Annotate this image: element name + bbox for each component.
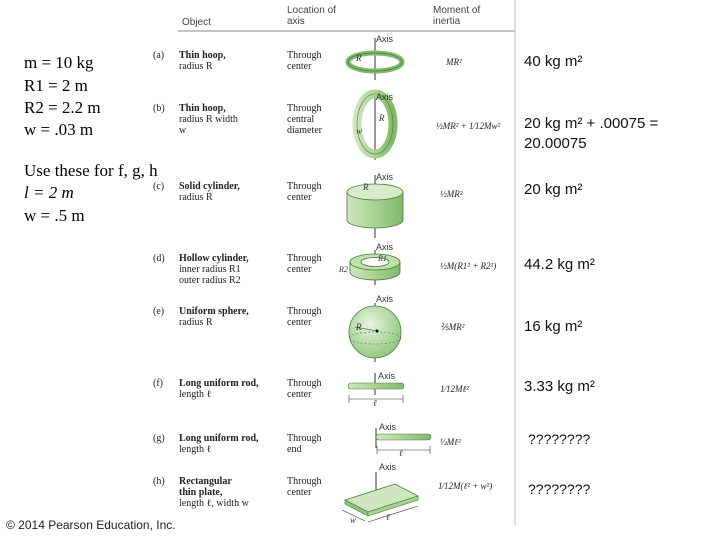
row-g-name: Long uniform rod, — [179, 433, 259, 444]
row-c-name: Solid cylinder, — [179, 181, 240, 192]
length-label-g: ℓ — [399, 448, 403, 458]
radius-label-e: R — [356, 322, 362, 332]
row-d-axis: Through center — [287, 253, 322, 275]
row-b-result: 20 kg m² + .00075 = 20.00075 — [524, 115, 659, 152]
row-h-name: Rectangular thin plate, — [179, 476, 232, 498]
row-c-formula: ½MR² — [440, 189, 463, 199]
row-f-name: Long uniform rod, — [179, 378, 259, 389]
row-f-formula: 1⁄12Mℓ² — [440, 384, 469, 394]
axis-label-f: Axis — [378, 371, 396, 381]
row-a-name: Thin hoop, — [179, 50, 226, 61]
given-width-2: w = .5 m — [24, 206, 85, 225]
length-label-h: ℓ — [386, 512, 390, 522]
given-r2: R2 = 2.2 m — [24, 98, 101, 117]
row-e-desc: radius R — [179, 317, 213, 328]
row-g-result: ???????? — [528, 431, 591, 447]
given-r1: R1 = 2 m — [24, 76, 88, 95]
row-d-formula: ½M(R1² + R2²) — [440, 261, 497, 271]
row-b-name: Thin hoop, — [179, 103, 226, 114]
row-d-desc: inner radius R1 outer radius R2 — [179, 264, 241, 286]
row-c-desc: radius R — [179, 192, 213, 203]
radius-label-d2: R2 — [339, 265, 348, 274]
axis-label-c: Axis — [376, 172, 394, 182]
length-label-f: ℓ — [373, 398, 377, 408]
copyright-notice: © 2014 Pearson Education, Inc. — [6, 518, 180, 532]
row-e-axis: Through center — [287, 306, 322, 328]
row-e-name: Uniform sphere, — [179, 306, 249, 317]
header-moment: Moment of inertia — [433, 5, 481, 27]
radius-label-b: R — [379, 113, 385, 123]
row-h-letter: (h) — [153, 476, 165, 487]
sphere-diagram — [349, 303, 401, 362]
row-g-axis: Through end — [287, 433, 322, 455]
row-f-letter: (f) — [153, 378, 163, 389]
row-h-axis: Through center — [287, 476, 322, 498]
given-note: Use these for f, g, h — [24, 161, 158, 180]
axis-label-a: Axis — [376, 34, 394, 44]
radius-label-d1: R1 — [378, 254, 387, 263]
row-f-axis: Through center — [287, 378, 322, 400]
row-a-result: 40 kg m² — [524, 53, 583, 70]
row-d-result: 44.2 kg m² — [524, 256, 595, 273]
width-label-h: w — [350, 515, 357, 525]
width-label-b: w — [356, 126, 363, 136]
row-a-formula: MR² — [446, 57, 462, 67]
row-a-desc: radius R — [179, 61, 213, 72]
row-f-desc: length ℓ — [179, 389, 212, 400]
row-e-result: 16 kg m² — [524, 318, 583, 335]
axis-label-g: Axis — [379, 422, 397, 432]
hollow-cylinder-diagram — [350, 250, 400, 285]
row-b-formula: ½MR² + 1⁄12Mw² — [436, 121, 501, 131]
row-f-result: 3.33 kg m² — [524, 378, 595, 395]
row-b-axis: Through central diameter — [287, 103, 322, 136]
row-e-letter: (e) — [153, 306, 165, 317]
header-location: Location of axis — [287, 5, 336, 27]
row-c-result: 20 kg m² — [524, 181, 583, 198]
solid-cylinder-diagram — [347, 175, 403, 238]
row-g-formula: ⅓Mℓ² — [440, 437, 461, 447]
row-a-axis: Through center — [287, 50, 322, 72]
given-mass: m = 10 kg — [24, 53, 94, 72]
axis-label-d: Axis — [376, 242, 394, 252]
row-g-desc: length ℓ — [179, 444, 212, 455]
row-c-letter: (c) — [153, 181, 165, 192]
row-b-letter: (b) — [153, 103, 165, 114]
row-d-letter: (d) — [153, 253, 165, 264]
header-object: Object — [182, 17, 211, 28]
axis-label-h: Axis — [379, 462, 397, 472]
row-h-result: ???????? — [528, 481, 591, 497]
axis-label-b: Axis — [376, 92, 394, 102]
row-g-letter: (g) — [153, 433, 165, 444]
radius-label-a: R — [356, 53, 362, 63]
row-a-letter: (a) — [153, 50, 165, 61]
row-e-formula: ⅖MR² — [440, 322, 465, 332]
radius-label-c: R — [363, 182, 369, 192]
given-length: l = 2 m — [24, 183, 74, 202]
axis-label-e: Axis — [376, 294, 394, 304]
row-h-formula: 1⁄12M(ℓ² + w²) — [438, 481, 493, 491]
row-b-desc: radius R width w — [179, 114, 238, 136]
given-width: w = .03 m — [24, 120, 94, 139]
row-d-name: Hollow cylinder, — [179, 253, 249, 264]
row-h-desc: length ℓ, width w — [179, 498, 249, 509]
row-c-axis: Through center — [287, 181, 322, 203]
